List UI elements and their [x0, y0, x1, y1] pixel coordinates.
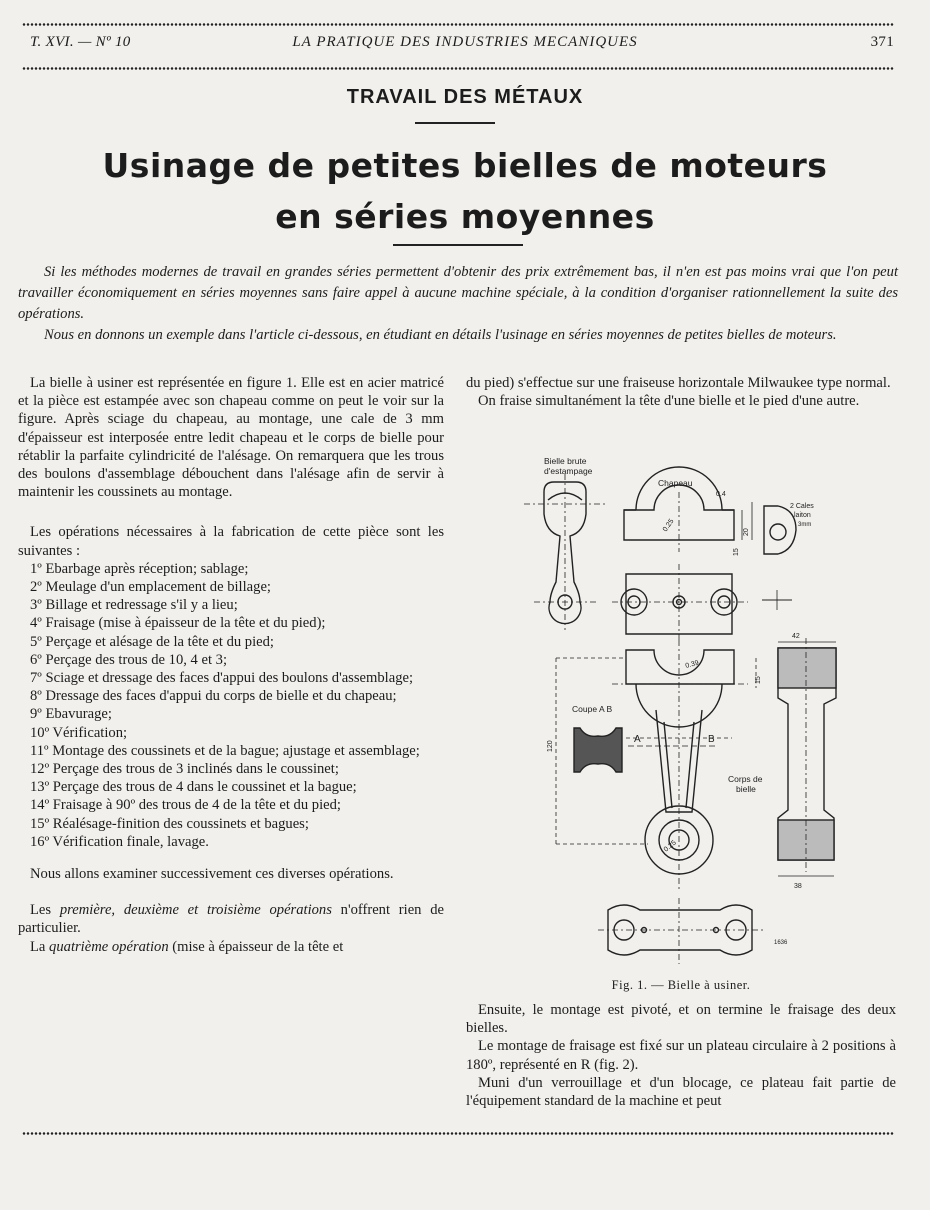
operation-item: 1º Ebarbage après réception; sablage;	[30, 560, 249, 577]
operation-item: 3º Billage et redressage s'il y a lieu;	[30, 597, 238, 614]
svg-text:3mm: 3mm	[798, 522, 812, 528]
paragraph-ops-123: Les première, deuxième et troisième opérations n'offrent rien de particulier.	[18, 902, 444, 937]
svg-text:2 Cales: 2 Cales	[790, 503, 814, 510]
operations-list	[18, 560, 444, 851]
operation-item: 15º Réalésage-finition des coussinets et bagues;	[30, 815, 309, 832]
svg-text:Chapeau: Chapeau	[658, 478, 693, 488]
svg-text:laiton: laiton	[794, 512, 811, 519]
operation-item: 9º Ebavurage;	[30, 706, 112, 723]
paragraph-plateau: Le montage de fraisage est fixé sur un plateau circulaire à 2 positions à 180º, représenté en R (fig. 2).	[466, 1038, 896, 1073]
svg-text:B: B	[708, 734, 715, 745]
operation-item: 2º Meulage d'un emplacement de billage;	[30, 579, 271, 596]
operation-item: 16º Vérification finale, lavage.	[30, 833, 209, 850]
svg-text:0.25: 0.25	[661, 517, 676, 534]
raw-forging-view	[524, 474, 606, 630]
rod-side-view	[778, 638, 836, 876]
paragraph-montage-pivote: Ensuite, le montage est pivoté, et on termine le fraisage des deux bielles.	[466, 1002, 896, 1037]
svg-text:bielle: bielle	[736, 784, 756, 794]
paragraph-operations-intro: Les opérations nécessaires à la fabrication de cette pièce sont les suivantes :	[18, 524, 444, 559]
issue-label: T. XVI. — Nº 10	[30, 34, 131, 50]
journal-title: LA PRATIQUE DES INDUSTRIES MECANIQUES	[292, 34, 638, 50]
operation-item: 7º Sciage et dressage des faces d'appui des boulons d'assemblage;	[30, 670, 414, 687]
title-rule	[393, 244, 523, 246]
svg-text:1636: 1636	[774, 940, 788, 946]
svg-text:38: 38	[794, 883, 802, 890]
operation-item: 10º Vérification;	[30, 724, 128, 741]
header-bottom-rule	[22, 66, 894, 71]
operation-item: 6º Perçage des trous de 10, 4 et 3;	[30, 651, 228, 668]
intro-lede	[18, 262, 898, 346]
svg-text:42: 42	[792, 633, 800, 640]
right-column-bottom	[466, 1001, 896, 1110]
paragraph-op-4: La quatrième opération (mise à épaisseur de la tête et	[30, 938, 344, 955]
right-column-top	[466, 374, 896, 410]
article-title-line1: Usinage de petites bielles de moteurs	[102, 146, 828, 185]
brass-shim	[764, 506, 796, 554]
footer-rule	[22, 1131, 894, 1136]
operation-item: 8º Dressage des faces d'appui du corps de bielle et du chapeau;	[30, 688, 397, 705]
svg-text:Coupe A B: Coupe A B	[572, 704, 613, 714]
operation-item: 4º Fraisage (mise à épaisseur de la tête et du pied);	[30, 615, 326, 632]
paragraph-bielle-description: La bielle à usiner est représentée en figure 1. Elle est en acier matricé et la pièce est estampée avec son chapeau comme on peut le voir sur la figure. Après sciage du chapeau, au montage, une cale de 3 mm d'épaisseur est interposée entre ledit chapeau et le corps de bielle pour rétablir la parfaite cylindricité de l'alésage. On remarquera que les trous des boulons d'assemblage débouchent dans l'alésage afin de servir à maintenir les coussinets au montage.	[18, 375, 444, 501]
svg-text:120: 120	[547, 740, 554, 752]
rod-plan-view	[598, 898, 764, 964]
operation-item: 11º Montage des coussinets et de la bague; ajustage et assemblage;	[30, 742, 420, 759]
svg-text:0.39: 0.39	[684, 659, 700, 670]
section-rule	[415, 122, 495, 124]
section-ab	[574, 728, 716, 772]
svg-text:0.4: 0.4	[716, 491, 726, 498]
intro-paragraph-1: Si les méthodes modernes de travail en grandes séries permettent d'obtenir des prix extrêmement bas, il n'en est pas moins vrai que l'on peut travailler économiquement en séries moyennes sans faire appel à aucune machine spéciale, à la condition d'organiser rationnellement la suite des opérations.	[18, 264, 898, 322]
svg-text:A: A	[634, 734, 641, 745]
figure-caption: Fig. 1. — Bielle à usiner.	[611, 978, 751, 992]
svg-text:20: 20	[743, 528, 750, 536]
connecting-rod-drawing	[516, 452, 896, 974]
paragraph-fraisage-simultane: On fraise simultanément la tête d'une bielle et le pied d'une autre.	[478, 393, 860, 410]
svg-text:15: 15	[755, 676, 762, 684]
page-number: 371	[870, 34, 894, 50]
intro-paragraph-2: Nous en donnons un exemple dans l'article ci-dessous, en étudiant en détails l'usinage en séries moyennes de petites bielles de moteurs.	[44, 327, 837, 343]
operation-item: 14º Fraisage à 90º des trous de 4 de la tête et du pied;	[30, 797, 341, 814]
cap-plan-view	[612, 564, 748, 642]
operation-item: 13º Perçage des trous de 4 dans le coussinet et la bague;	[30, 779, 357, 796]
svg-text:Bielle brute: Bielle brute	[544, 456, 587, 466]
svg-text:0.25: 0.25	[662, 839, 678, 854]
header-top-rule	[22, 22, 894, 27]
svg-text:d'estampage: d'estampage	[544, 466, 593, 476]
operation-item: 5º Perçage et alésage de la tête et du pied;	[30, 633, 274, 650]
paragraph-verrouillage: Muni d'un verrouillage et d'un blocage, ce plateau fait partie de l'équipement standard de la machine et peut	[466, 1074, 896, 1110]
section-heading: TRAVAIL DES MÉTAUX	[346, 86, 584, 108]
paragraph-examine: Nous allons examiner successivement ces diverses opérations.	[30, 866, 394, 883]
svg-text:Corps de: Corps de	[728, 774, 763, 784]
paragraph-milwaukee: du pied) s'effectue sur une fraiseuse horizontale Milwaukee type normal.	[466, 375, 891, 391]
operation-item: 12º Perçage des trous de 3 inclinés dans le coussinet;	[30, 761, 339, 778]
svg-text:15: 15	[733, 548, 740, 556]
article-title-line2: en séries moyennes	[275, 197, 655, 236]
left-column	[18, 374, 444, 956]
